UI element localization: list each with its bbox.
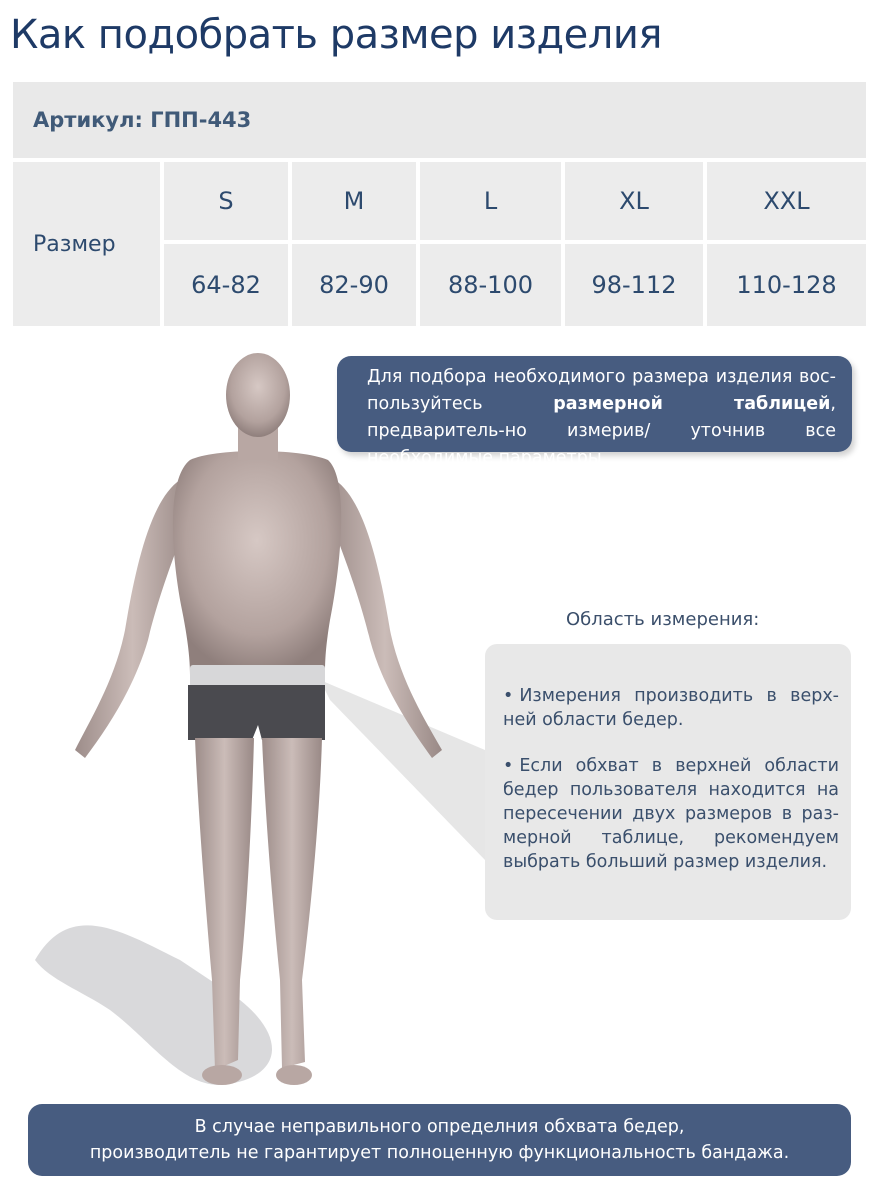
callout-text-bold: размерной таблицей — [553, 394, 831, 414]
head — [226, 353, 290, 437]
bullet-1-text: Измерения производить в верх-ней области бедер. — [503, 686, 839, 730]
disclaimer-line-1: В случае неправильного определния обхвата бедер, — [194, 1117, 685, 1137]
size-cell-xxl: XXL — [707, 162, 866, 240]
measurement-area-heading: Область измерения: — [566, 609, 760, 630]
page-title: Как подобрать размер изделия — [10, 12, 662, 58]
range-cell-m: 82-90 — [292, 244, 416, 326]
disclaimer-line-2: производитель не гарантирует полноценную функциональность бандажа. — [89, 1143, 790, 1163]
shorts — [188, 685, 325, 740]
callout-text-after: , предваритель-но измерив/ уточнив все необходимые параметры — [367, 394, 836, 468]
size-row-label: Размер — [13, 162, 160, 326]
article-header — [13, 82, 866, 158]
callout-text-before: Для подбора необходимого размера изделия вос-пользуйтесь — [367, 367, 836, 414]
size-table-hint-callout — [337, 356, 852, 468]
bullet-icon: • — [503, 756, 514, 776]
right-foot — [276, 1065, 312, 1085]
left-arm — [75, 480, 190, 758]
size-cell-m: M — [292, 162, 416, 240]
size-cell-s: S — [164, 162, 288, 240]
waistband — [190, 665, 325, 687]
range-cell-s: 64-82 — [164, 244, 288, 326]
size-table — [13, 82, 866, 326]
left-foot — [202, 1065, 242, 1085]
right-leg — [262, 738, 322, 1068]
measurement-bullet-2 — [503, 754, 839, 874]
range-cell-xl: 98-112 — [565, 244, 703, 326]
range-cell-l: 88-100 — [420, 244, 561, 326]
size-cell-xl: XL — [565, 162, 703, 240]
bullet-icon: • — [503, 686, 514, 706]
bullet-2-text: Если обхват в верхней области бедер пользователя находится на пересечении двух размеров в раз-мерной таблице, рекомендуем выбрать больший размер изделия. — [503, 756, 839, 872]
measurement-info-box — [485, 644, 851, 920]
range-cell-xxl: 110-128 — [707, 244, 866, 326]
torso — [173, 451, 341, 675]
disclaimer-banner — [28, 1104, 851, 1176]
article-label: Артикул: ГПП-443 — [33, 108, 252, 132]
size-cell-l: L — [420, 162, 561, 240]
measurement-bullet-1 — [503, 684, 839, 732]
